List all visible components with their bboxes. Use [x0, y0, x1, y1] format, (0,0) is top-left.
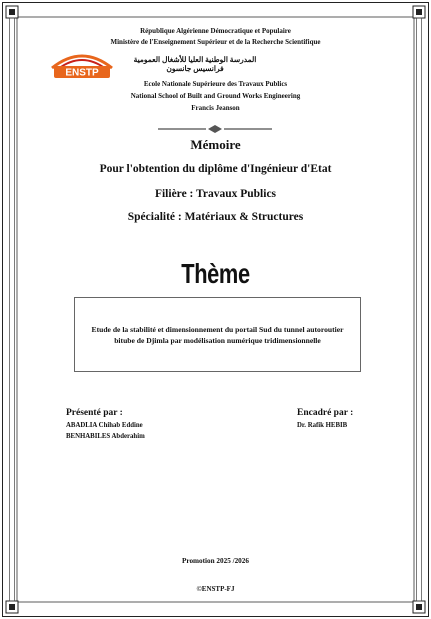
enstp-logo-graphic: [46, 48, 118, 80]
promotion-year: Promotion 2025 /2026: [182, 557, 249, 565]
thesis-subject: Etude de la stabilité et dimensionnement du portail Sud du tunnel autoroutier bitube de Djimla par modélisation numérique tridimensionnelle: [91, 324, 344, 345]
republic-header: République Algérienne Démocratique et Populaire: [140, 27, 291, 35]
logo-text: ENSTP: [65, 67, 99, 79]
supervisor-name: Dr. Rafik HEBIB: [297, 422, 348, 429]
presented-by-label: Présenté par :: [66, 408, 123, 418]
ministry-header: Ministère de l'Enseignement Supérieur et de la Recherche Scientifique: [110, 38, 321, 46]
student-name: ABADLIA Chihab Eddine: [66, 422, 143, 429]
copyright-footer: ©ENSTP-FJ: [196, 585, 235, 593]
field-line: Filière : Travaux Publics: [154, 188, 277, 200]
document-type: Mémoire: [190, 137, 241, 152]
thesis-subject-box: [74, 297, 361, 372]
enstp-logo: [46, 48, 118, 80]
school-namesake: Francis Jeanson: [191, 104, 240, 112]
school-arabic-line2: فرانسيس جانسون: [166, 64, 224, 73]
school-name-arabic: [120, 55, 270, 73]
school-arabic-line1: المدرسة الوطنية العليا للأشغال العمومية: [133, 55, 257, 64]
theme-heading: Thème: [181, 258, 250, 289]
student-name: BENHABILES Abderahim: [66, 433, 145, 440]
degree-line: Pour l'obtention du diplôme d'Ingénieur d'Etat: [99, 163, 332, 175]
specialty-line: Spécialité : Matériaux & Structures: [127, 211, 304, 223]
school-name-french: Ecole Nationale Supérieure des Travaux Publics: [143, 80, 288, 88]
school-name-english: National School of Built and Ground Works Engineering: [130, 92, 301, 100]
supervised-by-label: Encadré par :: [297, 408, 354, 418]
